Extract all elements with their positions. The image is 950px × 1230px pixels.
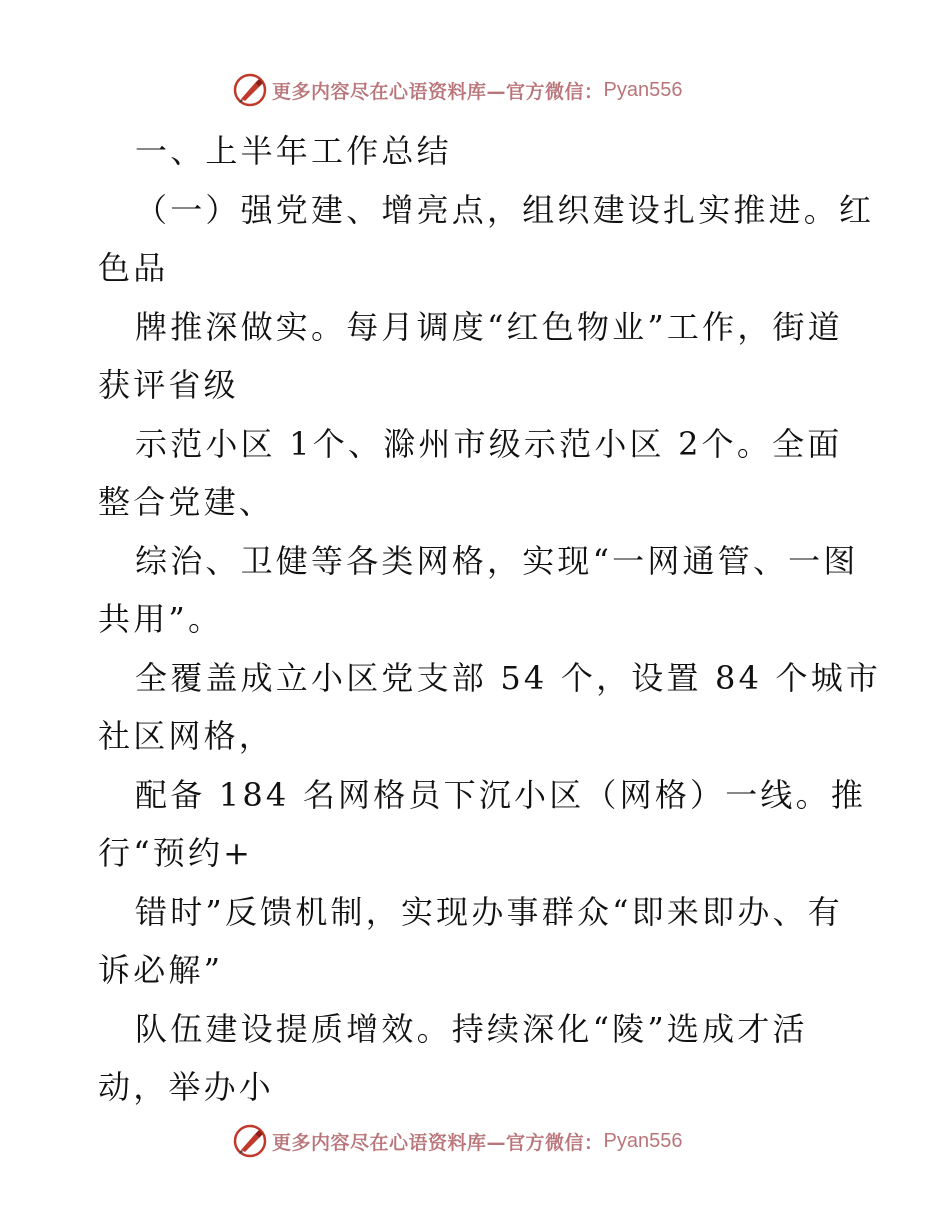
paragraph-line: 行“预约+ bbox=[98, 834, 254, 872]
paragraph-line: （一）强党建、增亮点，组织建设扎实推进。红 bbox=[135, 190, 875, 229]
watermark-banner-top bbox=[232, 70, 682, 110]
paragraph-line: 全覆盖成立小区党支部 54 个，设置 84 个城市 bbox=[135, 658, 882, 697]
paragraph-line: 色品 bbox=[98, 249, 169, 287]
paragraph-line: 整合党建、 bbox=[98, 483, 275, 521]
document-body bbox=[98, 122, 882, 1117]
paragraph-line: 示范小区 1个、滁州市级示范小区 2个。全面 bbox=[135, 424, 843, 463]
paragraph-line: 综治、卫健等各类网格，实现“一网通管、一图 bbox=[135, 541, 859, 580]
pen-logo-icon bbox=[232, 1123, 268, 1159]
paragraph-line: 配备 184 名网格员下沉小区（网格）一线。推 bbox=[135, 775, 867, 814]
paragraph-line: 共用”。 bbox=[98, 600, 224, 638]
section-heading: 一、上半年工作总结 bbox=[135, 132, 452, 170]
watermark-wechat-id: Pyan556 bbox=[603, 78, 683, 101]
paragraph-line: 社区网格， bbox=[98, 717, 275, 755]
paragraph-line: 诉必解” bbox=[98, 951, 224, 989]
paragraph-line: 获评省级 bbox=[98, 366, 239, 404]
pen-logo-icon bbox=[232, 72, 268, 108]
watermark-text: 更多内容尽在心语资料库—官方微信： bbox=[272, 1131, 604, 1154]
watermark-banner-bottom bbox=[232, 1121, 682, 1161]
paragraph-line: 动，举办小 bbox=[98, 1068, 275, 1106]
watermark-wechat-id: Pyan556 bbox=[603, 1129, 683, 1152]
paragraph-line: 队伍建设提质增效。持续深化“陵”选成才活 bbox=[135, 1009, 808, 1048]
watermark-text: 更多内容尽在心语资料库—官方微信： bbox=[272, 80, 604, 103]
paragraph-line: 错时”反馈机制，实现办事群众“即来即办、有 bbox=[135, 892, 843, 931]
paragraph-line: 牌推深做实。每月调度“红色物业”工作，街道 bbox=[135, 307, 843, 346]
